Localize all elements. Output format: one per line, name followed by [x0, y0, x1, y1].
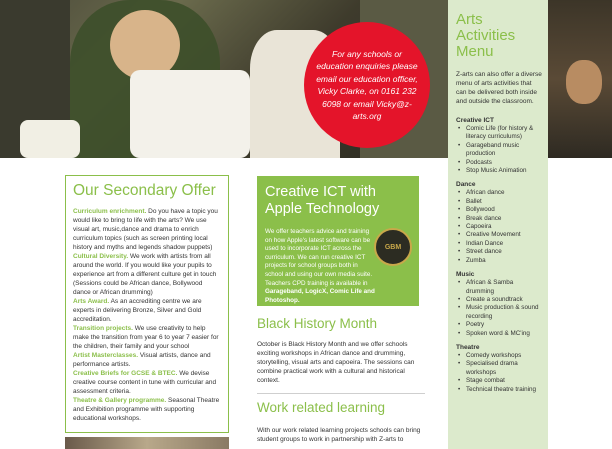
offer-section-head: Theatre & Gallery programme.	[73, 397, 167, 404]
enquiries-bubble	[304, 22, 430, 148]
sidebar-title: Arts Activities Menu	[456, 11, 516, 60]
list-item: • Creative Movement	[456, 231, 542, 239]
list-item: • Podcasts	[456, 159, 542, 167]
category-list	[456, 352, 542, 394]
ict-title: Creative ICT with Apple Technology	[265, 184, 380, 217]
category-heading: Theatre	[456, 343, 480, 351]
offer-section-head: Transition projects.	[73, 325, 133, 332]
list-item: • Ballet	[456, 198, 542, 206]
category-heading: Music	[456, 271, 475, 279]
creative-ict-box	[257, 176, 419, 306]
category-list	[456, 279, 542, 338]
sidebar-intro: Z-arts can also offer a diverse menu of arts activities that can be delivered both inside and outside the classroom.	[456, 71, 542, 105]
list-item: • Stage combat	[456, 377, 542, 385]
list-item: • Stop Music Animation	[456, 167, 542, 175]
list-item: • Comedy workshops	[456, 352, 542, 360]
enquiries-text: For any schools or education enquiries please email our education officer, Vicky Clarke, on 0161 232 6098 or email Vicky@z-arts.org	[316, 48, 418, 121]
offer-section-body: We work with artists from all around the world. If you would like your pupils to experience art from a different culture get in touch (Sessions could be African dance, Bollywood dance or African drumming)	[73, 253, 217, 296]
list-item: • Specialised drama workshops	[456, 360, 542, 377]
work-title: Work related learning	[257, 400, 386, 415]
offer-section-body: As an accrediting centre we are experts in delivering Bronze, Silver and Gold accreditation.	[73, 298, 202, 323]
right-photo	[548, 0, 612, 158]
bhm-text: October is Black History Month and we offer schools exciting workshops in African dance and drumming, storytelling, visual arts and capoeira. The sessions can combine practical work with a cultural and historical context.	[257, 341, 415, 384]
work-text: With our work related learning projects schools can bring student groups to work in partnership with Z-arts to	[257, 427, 421, 443]
category-heading: Creative ICT	[456, 117, 494, 124]
gbm-badge-icon: GBM	[374, 228, 412, 266]
list-item: • Indian Dance	[456, 240, 542, 248]
list-item: • Break dance	[456, 215, 542, 223]
offer-section-body: We devise creative course content in tune with curricular and assessment criteria.	[73, 370, 217, 395]
list-item: • Create a soundtrack	[456, 296, 542, 304]
offer-section-body: Visual artists, dance and performance artists.	[73, 352, 211, 368]
offer-section-body: We use creativity to help make the transition from year 6 to year 7 easier for the children, their family and your school	[73, 325, 219, 350]
ict-text: We offer teachers advice and training on how Apple's latest software can be used to incorporate ICT across the curriculum. We can run creative ICT projects for school groups both in school and using our own media suite. Teachers CPD training is available in Garageband, LogicX, Comic Life and Photoshop.	[265, 228, 375, 304]
list-item: • African dance	[456, 189, 542, 197]
offer-section-body: Seasonal Theatre and Exhibition programme with supporting educational workshops.	[73, 397, 220, 422]
list-item: • Garageband music production	[456, 142, 542, 159]
list-item: • Capoeira	[456, 223, 542, 231]
category-list	[456, 125, 542, 175]
offer-section-head: Arts Award.	[73, 298, 110, 305]
list-item: • Music production & sound recording	[456, 304, 542, 321]
list-item: • Bollywood	[456, 206, 542, 214]
list-item: • Zumba	[456, 257, 542, 265]
offer-section-head: Curriculum enrichment.	[73, 208, 147, 215]
secondary-offer-box	[65, 175, 229, 433]
work-related-learning-section	[257, 400, 427, 444]
category-list	[456, 189, 542, 265]
offer-section-head: Artist Masterclasses.	[73, 352, 139, 359]
list-item: • Poetry	[456, 321, 542, 329]
category-heading: Dance	[456, 181, 476, 189]
arts-activities-sidebar	[448, 0, 548, 449]
offer-title: Our Secondary Offer	[73, 182, 216, 199]
list-item: • Technical theatre training	[456, 386, 542, 394]
black-history-month-section	[257, 316, 427, 385]
activity-categories	[456, 116, 542, 394]
list-item: • Spoken word & MC'ing	[456, 330, 542, 338]
offer-section-head: Cultural Diversity.	[73, 253, 129, 260]
divider	[257, 393, 425, 394]
list-item: • Comic Life (for history & literacy curriculums)	[456, 125, 542, 142]
list-item: • African & Samba drumming	[456, 279, 542, 296]
bhm-title: Black History Month	[257, 316, 378, 331]
offer-section-body: Do you have a topic you would like to bring to life with the arts? We use visual art, music,dance and drama to enrich curriculum topics (such as screen printing local history and myths and legends shadow puppets)	[73, 208, 218, 251]
offer-text	[73, 207, 221, 423]
list-item: • Street dance	[456, 248, 542, 256]
offer-section-head: Creative Briefs for GCSE & BTEC.	[73, 370, 178, 377]
bottom-photo	[65, 437, 229, 449]
